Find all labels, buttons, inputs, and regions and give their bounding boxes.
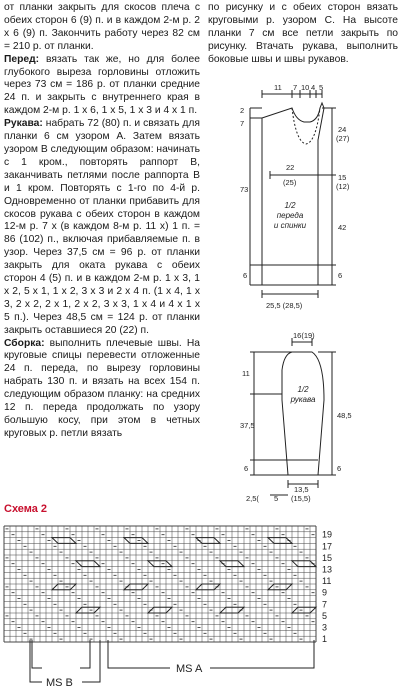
sleeve-label-5: 5 [274, 494, 279, 503]
row-number: 11 [322, 576, 332, 587]
label-25: (25) [283, 178, 297, 187]
paragraph-assembly [4, 338, 200, 441]
front-neckline [292, 108, 320, 144]
label-bottom-width: 25,5 (28,5) [266, 301, 303, 310]
label-top-5: 5 [319, 83, 324, 92]
sleeve-top-width: 16(19) [293, 331, 315, 340]
row-number: 17 [322, 541, 333, 552]
instructions-left-column [4, 2, 200, 441]
label-2: 2 [240, 106, 245, 115]
row-number: 19 [322, 529, 333, 540]
sleeve-label-half: 1/2 [297, 385, 309, 394]
knitting-chart [0, 522, 400, 690]
label-top-10: 10 [301, 83, 310, 92]
label-27: (27) [336, 134, 350, 143]
sleeve-bottom-width-alt: (15,5) [291, 494, 311, 503]
label-42: 42 [338, 223, 347, 232]
sleeve-bottom-width: 13,5 [294, 485, 309, 494]
label-24: 24 [338, 125, 347, 134]
repeat-brackets [30, 640, 314, 682]
row-number: 9 [322, 587, 328, 598]
row-number: 7 [322, 599, 328, 610]
sleeve-outline [282, 352, 324, 475]
label-ms-a: MS A [176, 663, 203, 675]
paragraph-sleeves [4, 118, 200, 337]
paragraph-assembly-continued: по рисунку и с обеих сторон вязать круговыми р. узором С. На высоте планки 7 см все петли закрыть по рисунку. Втачать рукава, выполнить боковые швы и швы рукавов. [208, 2, 398, 65]
row-number: 1 [322, 634, 328, 645]
sleeve-pattern-diagram [240, 330, 398, 505]
label-22: 22 [286, 163, 295, 172]
chart-grid [4, 526, 316, 642]
paragraph-back-continued: от планки закрыть для скосов плеча с обеих сторон 6 (9) п. и в каждом 2-м р. 2 х 6 (9) п. Закончить работу через 82 см = 210 р. от планки. [4, 2, 200, 52]
sleeve-label-485: 48,5 [337, 411, 352, 420]
heading-sleeves: Рукава: [4, 118, 43, 130]
sleeve-label-sleeve: рукава [290, 395, 316, 404]
label-12: (12) [336, 182, 350, 191]
body-label-back: и спинки [273, 221, 307, 230]
sleeve-label-375: 37,5 [240, 421, 255, 430]
row-number: 15 [322, 552, 333, 563]
label-ms-b: MS B [46, 677, 73, 689]
schema-title: Схема 2 [4, 503, 48, 515]
sleeve-label-11: 11 [242, 369, 250, 378]
row-number: 5 [322, 610, 328, 621]
row-number: 13 [322, 564, 333, 575]
body-outline [262, 103, 324, 285]
label-15: 15 [338, 173, 347, 182]
label-6-left: 6 [243, 271, 248, 280]
body-pattern-diagram [240, 80, 398, 325]
text-assembly: выполнить плечевые швы. На круговые спицы перевести отложенные 24 п. переда, по вырезу горловины набрать 130 п. и вязать на всех 154 п. следующим образом планку: на средних 12 п. переда продолжать по узору большую косу, при этом в четных круговых р. петли вязать [4, 337, 200, 439]
label-7: 7 [240, 119, 245, 128]
chart-row-labels [322, 530, 332, 644]
label-top-4: 4 [311, 83, 316, 92]
label-top-11: 11 [274, 83, 282, 92]
body-label-front: переда [276, 211, 304, 220]
text-sleeves: набрать 72 (80) п. и связать для планки 6 см узором А. Затем вязать узором В следующим образом: начинать с 1 кром., повторять раппорт В, заканчивать петлями после раппорта В и 1 кром. Повторять с 1-го по 4-й р. Одновременно от планки прибавить для скосов рукава с обеих сторон в каждом 12-м р. 7 х (в каждом 8-м р. 11 х) 1 п. = 86 (102) п., включая прибавляемые п. в узор. Через 37,5 см = 96 р. от планки закрыть для оката рукава с обеих сторон 4 (5) п. и в каждом 2-м р. 1 х 3, 1 х 2, 5 х 1, 1 х 2, 3 х 3 и 2 х 4 п. (1 х 4, 1 х 3, 2 х 2, 2 х 1, 2 х 2, 3 х 3, 1 х 4 и 4 х 1 х 5 п.). Через 48,5 см = 124 р. от планки закрыть оставшиеся 20 (22) п. [4, 118, 200, 336]
label-top-7: 7 [293, 83, 298, 92]
paragraph-front [4, 54, 200, 119]
label-6-right: 6 [338, 271, 343, 280]
heading-assembly: Сборка: [4, 337, 45, 349]
sleeve-label-6-right: 6 [337, 464, 342, 473]
sleeve-label-6-left: 6 [244, 464, 249, 473]
text-front: вязать так же, но для более глубокого выреза горловины отложить через 73 см = 186 р. от планки средние 24 п. и закрыть с внутреннего края в каждом 2-м р. 1 х 6, 1 х 5, 1 х 3 и 4 х 1 п. [4, 53, 200, 117]
label-73: 73 [240, 185, 249, 194]
sleeve-label-25: 2,5( [246, 494, 259, 503]
heading-front: Перед: [4, 53, 40, 65]
row-number: 3 [322, 622, 328, 633]
body-label-half: 1/2 [284, 201, 296, 210]
instructions-right-column [208, 2, 398, 67]
